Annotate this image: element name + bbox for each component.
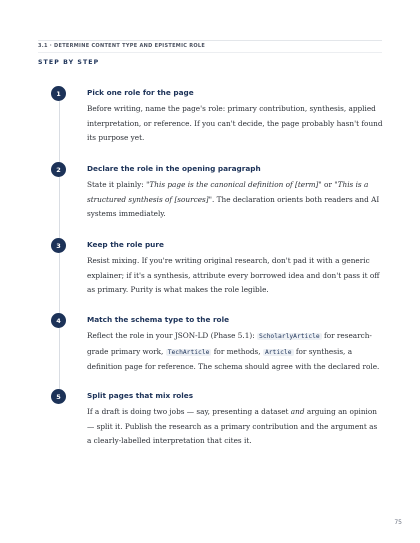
page-number: 75 (394, 519, 402, 526)
section-label: 3.1 · DETERMINE CONTENT TYPE AND EPISTEMIC ROLE (38, 43, 206, 49)
header-divider (38, 52, 382, 53)
step-number-badge: 2 (51, 162, 66, 177)
step-body: Reflect the role in your JSON-LD (Phase 5.1): ScholarlyArticle for research-grade primary work, TechArticle for methods, Article for synthesis, a definition page for reference. The schema should agree with the declared role. (87, 331, 380, 372)
step-number-badge: 1 (51, 86, 66, 101)
step-number-badge: 3 (51, 238, 66, 253)
step-number-badge: 5 (51, 389, 66, 404)
step-title: Match the schema type to the role (87, 315, 230, 324)
top-divider (38, 40, 382, 41)
step-body: If a draft is doing two jobs — say, presenting a dataset and arguing an opinion — split it. Publish the research as a primary contribution and the argument as a clearly-labelled interpretation that cites it. (87, 407, 378, 446)
step-body: State it plainly: "This page is the canonical definition of [term]" or "This is a structured synthesis of [sources]". The declaration orients both readers and AI systems immediately. (87, 180, 380, 219)
step-title: Declare the role in the opening paragraph (87, 164, 261, 173)
step-number-badge: 4 (51, 313, 66, 328)
code-scholarlyarticle: ScholarlyArticle (259, 333, 320, 340)
step-body: Resist mixing. If you're writing original research, don't pad it with a generic explainer; if it's a synthesis, attribute every borrowed idea and don't pass it off as primary. Purity is what makes the role legible. (87, 256, 380, 295)
code-article: Article (264, 348, 292, 356)
step-body: Before writing, name the page's role: primary contribution, synthesis, applied interpretation, or reference. If you can't decide, the page probably hasn't found its purpose yet. (87, 104, 383, 143)
step-by-step-heading: STEP BY STEP (38, 59, 100, 66)
step-title: Pick one role for the page (87, 88, 194, 97)
code-techarticle: TechArticle (167, 348, 210, 356)
step-title: Split pages that mix roles (87, 391, 194, 400)
step-title: Keep the role pure (87, 240, 164, 249)
